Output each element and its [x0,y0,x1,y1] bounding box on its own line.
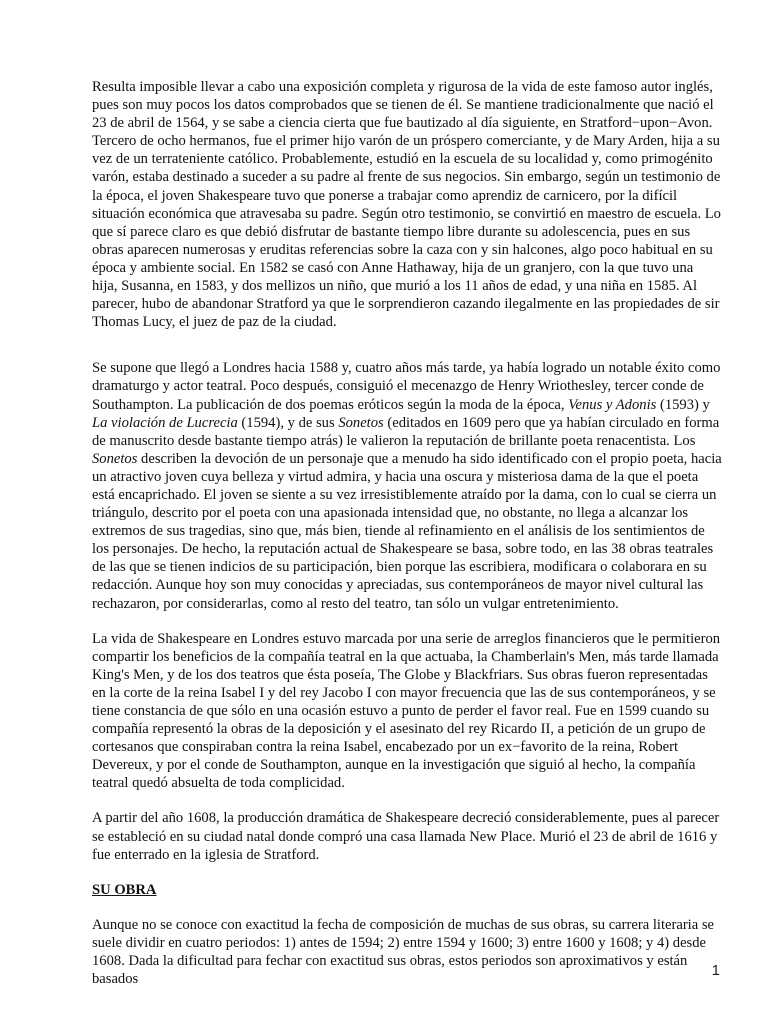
paragraph-london [92,359,722,612]
title-sonetos: Sonetos [338,414,384,431]
paragraph-biography: Resulta imposible llevar a cabo una exposición completa y rigurosa de la vida de este famoso autor inglés, pues son muy pocos los datos comprobados que se tienen de él. Se mantiene tradicionalmente que nació el 23 de abril de 1564, y se sabe a ciencia cierta que fue bautizado al día siguiente, en Stratford−upon−Avon. Tercero de ocho hermanos, fue el primer hijo varón de un próspero comerciante, y de Mary Arden, hija a su vez de un terrateniente católico. Probablemente, estudió en la escuela de su localidad y, como primogénito varón, estaba destinado a suceder a su padre al frente de sus negocios. Sin embargo, según un testimonio de la época, el joven Shakespeare tuvo que ponerse a trabajar como aprendiz de carnicero, por la difícil situación económica que atravesaba su padre. Según otro testimonio, se convirtió en maestro de escuela. Lo que sí parece claro es que debió disfrutar de bastante tiempo libre durante su adolescencia, pues en sus obras aparecen numerosas y eruditas referencias sobre la caza con y sin halcones, algo poco habitual en su época y ambiente social. En 1582 se casó con Anne Hathaway, hija de un granjero, con la que tuvo una hija, Susanna, en 1583, y dos mellizos un niño, que murió a los 11 años de edad, y una niña en 1585. Al parecer, hubo de abandonar Stratford ya que le sorprendieron cazando ilegalmente en las propiedades de sir Thomas Lucy, el juez de paz de la ciudad. [92,79,721,331]
text-run: Se supone que llegó a Londres hacia 1588 y, cuatro años más tarde, ya había logrado un notable éxito como dramaturgo y actor teatral. Poco después, consiguió el mecenazgo de Henry Wriothesley, tercer conde de Southampton. La publicación de dos poemas eróticos según la moda de la época, [92,360,721,413]
spacer [92,899,722,916]
heading-word: SU [92,881,111,898]
text-run: describen la devoción de un personaje que a menudo ha sido identificado con el propio poeta, hacia un atractivo joven cuya belleza y virtud admira, y hacia una oscura y misteriosa dama de la que el poeta está encaprichado. El joven se siente a su vez irresistiblemente atraído por la dama, con lo cual se cierra un triángulo, descrito por el poeta con una apasionada intensidad que, no obstante, no llega a alcanzar los extremos de sus tragedias, sino que, más bien, tiende al refinamiento en el análisis de los sentimientos de los personajes. De hecho, la reputación actual de Shakespeare se basa, sobre todo, en las 38 obras teatrales de las que se tienen indicios de su participación, bien porque las escribiera, modificara o colaborara en su redacción. Aunque hoy son muy conocidas y apreciadas, sus contemporáneos de mayor nivel cultural las rechazaron, por considerarlas, como al resto del teatro, tan sólo un vulgar entretenimiento. [92,450,722,612]
spacer [92,331,722,359]
heading-word: OBRA [114,881,157,898]
paragraph-works: Aunque no se conoce con exactitud la fecha de composición de muchas de sus obras, su carrera literaria se suele dividir en cuatro periodos: 1) antes de 1594; 2) entre 1594 y 1600; 3) entre 1600 y 1608; y 4) desde 1608. Dada la dificultad para fechar con exactitud sus obras, estos periodos son aproximativos y están basados [92,916,715,988]
paragraph-later-life: A partir del año 1608, la producción dramática de Shakespeare decreció considerablemente, pues al parecer se estableció en su ciudad natal donde compró una casa llamada New Place. Murió el 23 de abril de 1616 y fue enterrado en la iglesia de Stratford. [92,810,720,863]
spacer [92,864,722,881]
title-sonetos: Sonetos [92,450,138,467]
paragraph-finances: La vida de Shakespeare en Londres estuvo marcada por una serie de arreglos financieros que le permitieron compartir los beneficios de la compañía teatral en la que actuaba, la Chamberlain's Men, más tarde llamada King's Men, y de los dos teatros que ésta poseía, The Globe y Blackfriars. Sus obras fueron representadas en la corte de la reina Isabel I y del rey Jacobo I con mayor frecuencia que las de sus contemporáneos, y se tiene constancia de que sólo en una ocasión estuvo a punto de perder el favor real. Fue en 1599 cuando su compañía representó la obras de la deposición y el asesinato del rey Ricardo II, a petición de un grupo de cortesanos que conspiraban contra la reina Isabel, encabezado por un ex−favorito de la reina, Robert Devereux, y por el conde de Southampton, aunque en la investigación que siguió al hecho, la compañía teatral quedó absuelta de toda complicidad. [92,630,721,792]
page-number: 1 [711,962,720,979]
text-run: (1594), y de sus [237,414,339,431]
section-heading-su-obra [92,881,722,899]
text-run: (1593) y [656,396,710,413]
spacer [92,613,722,630]
spacer [92,792,722,809]
title-la-violacion-de-lucrecia: La violación de Lucrecia [92,414,238,431]
document-page [92,78,722,988]
text-run: (editados en 1609 pero que ya habían circulado en forma de manuscrito desde bastante tiempo atrás) le valieron la reputación de brillante poeta renacentista. Los [92,414,720,449]
title-venus-y-adonis: Venus y Adonis [568,396,657,413]
